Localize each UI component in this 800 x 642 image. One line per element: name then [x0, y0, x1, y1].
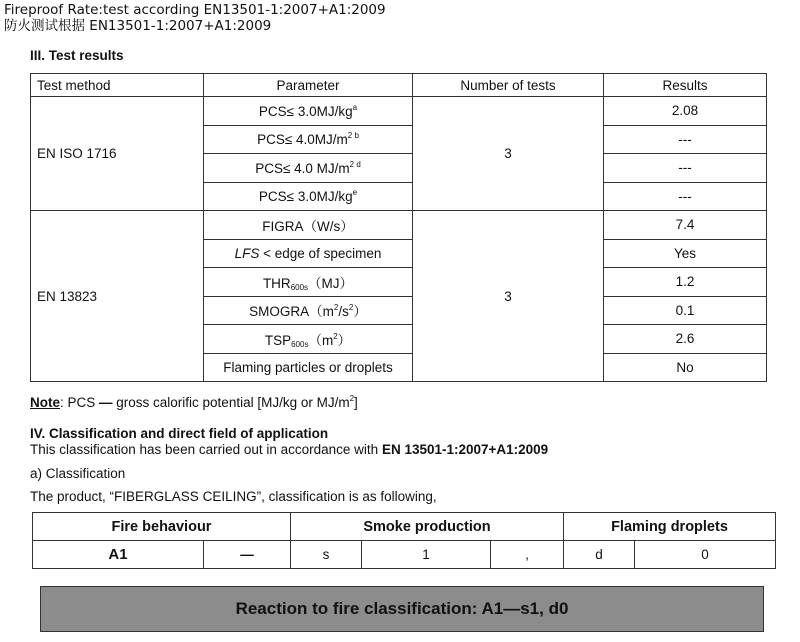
- param-cell: LFS < edge of specimen: [204, 239, 413, 268]
- class-s-value: 1: [362, 541, 491, 569]
- param-cell: $TSP_{600s}(m^2)$: [204, 325, 413, 354]
- class-a1: A1: [33, 541, 204, 569]
- classification-header-row: [33, 513, 776, 541]
- table-header-row: [31, 74, 767, 97]
- class-d-value: 0: [635, 541, 776, 569]
- header-number-of-tests: Number of tests: [413, 74, 604, 97]
- header-parameter: Parameter: [204, 74, 413, 97]
- header-line-2: 防火测试根据 EN13501-1:2007+A1:2009: [4, 18, 272, 34]
- param-cell: $SMOGRA(m^2/s^2)$: [204, 296, 413, 325]
- header-smoke-production: Smoke production: [291, 513, 564, 541]
- param-cell: $PCS\le 3.0MJ/kg^e$: [204, 182, 413, 211]
- param-cell: PCS≤ 4.0 $MJ/m^{2 d}$: [204, 154, 413, 183]
- method-en-13823: EN 13823: [31, 211, 204, 382]
- header-test-method: Test method: [31, 74, 204, 97]
- classification-table: [32, 512, 776, 569]
- result-cell: Yes: [604, 239, 767, 268]
- section-3-title: III. Test results: [30, 48, 124, 63]
- note-line: Note: PCS — gross calorific potential [MJ/kg or $MJ/m^2$]: [30, 394, 358, 410]
- header-fire-behaviour: Fire behaviour: [33, 513, 291, 541]
- result-cell: 0.1: [604, 296, 767, 325]
- class-s: s: [291, 541, 362, 569]
- result-cell: 1.2: [604, 268, 767, 297]
- table-row: [31, 211, 767, 240]
- result-cell: ---: [604, 125, 767, 154]
- accordance-line: This classification has been carried out in accordance with EN 13501-1:2007+A1:2009: [30, 442, 549, 457]
- section-4-title: IV. Classification and direct field of application: [30, 426, 329, 441]
- param-cell: FIGRA（W/s）: [204, 211, 413, 240]
- class-d: d: [564, 541, 635, 569]
- param-cell: $THR_{600s}(MJ)$: [204, 268, 413, 297]
- result-cell: 2.08: [604, 97, 767, 126]
- tests-count: 3: [413, 97, 604, 211]
- tests-count: 3: [413, 211, 604, 382]
- test-results-table: [30, 73, 767, 382]
- result-cell: ---: [604, 182, 767, 211]
- param-cell: $PCS\le 3.0MJ/kg^a$: [204, 97, 413, 126]
- method-en-iso-1716: EN ISO 1716: [31, 97, 204, 211]
- class-comma: ,: [491, 541, 564, 569]
- result-cell: 2.6: [604, 325, 767, 354]
- class-dash: —: [204, 541, 291, 569]
- banner-text: Reaction to fire classification: A1—s1, d0: [235, 599, 569, 618]
- param-cell: Flaming particles or droplets: [204, 353, 413, 382]
- result-cell: No: [604, 353, 767, 382]
- product-line: The product, “FIBERGLASS CEILING”, classification is as following,: [30, 489, 437, 504]
- result-cell: 7.4: [604, 211, 767, 240]
- classification-value-row: [33, 541, 776, 569]
- param-cell: $PCS\le 4.0MJ/m^{2 b}$: [204, 125, 413, 154]
- table-row: [31, 97, 767, 126]
- note-label: Note: [30, 395, 60, 410]
- header-flaming-droplets: Flaming droplets: [564, 513, 776, 541]
- header-line-1: Fireproof Rate:test according EN13501-1:2007+A1:2009: [4, 2, 386, 18]
- result-cell: ---: [604, 154, 767, 183]
- header-results: Results: [604, 74, 767, 97]
- classification-subheading: a) Classification: [30, 466, 126, 481]
- reaction-to-fire-banner: [40, 586, 764, 632]
